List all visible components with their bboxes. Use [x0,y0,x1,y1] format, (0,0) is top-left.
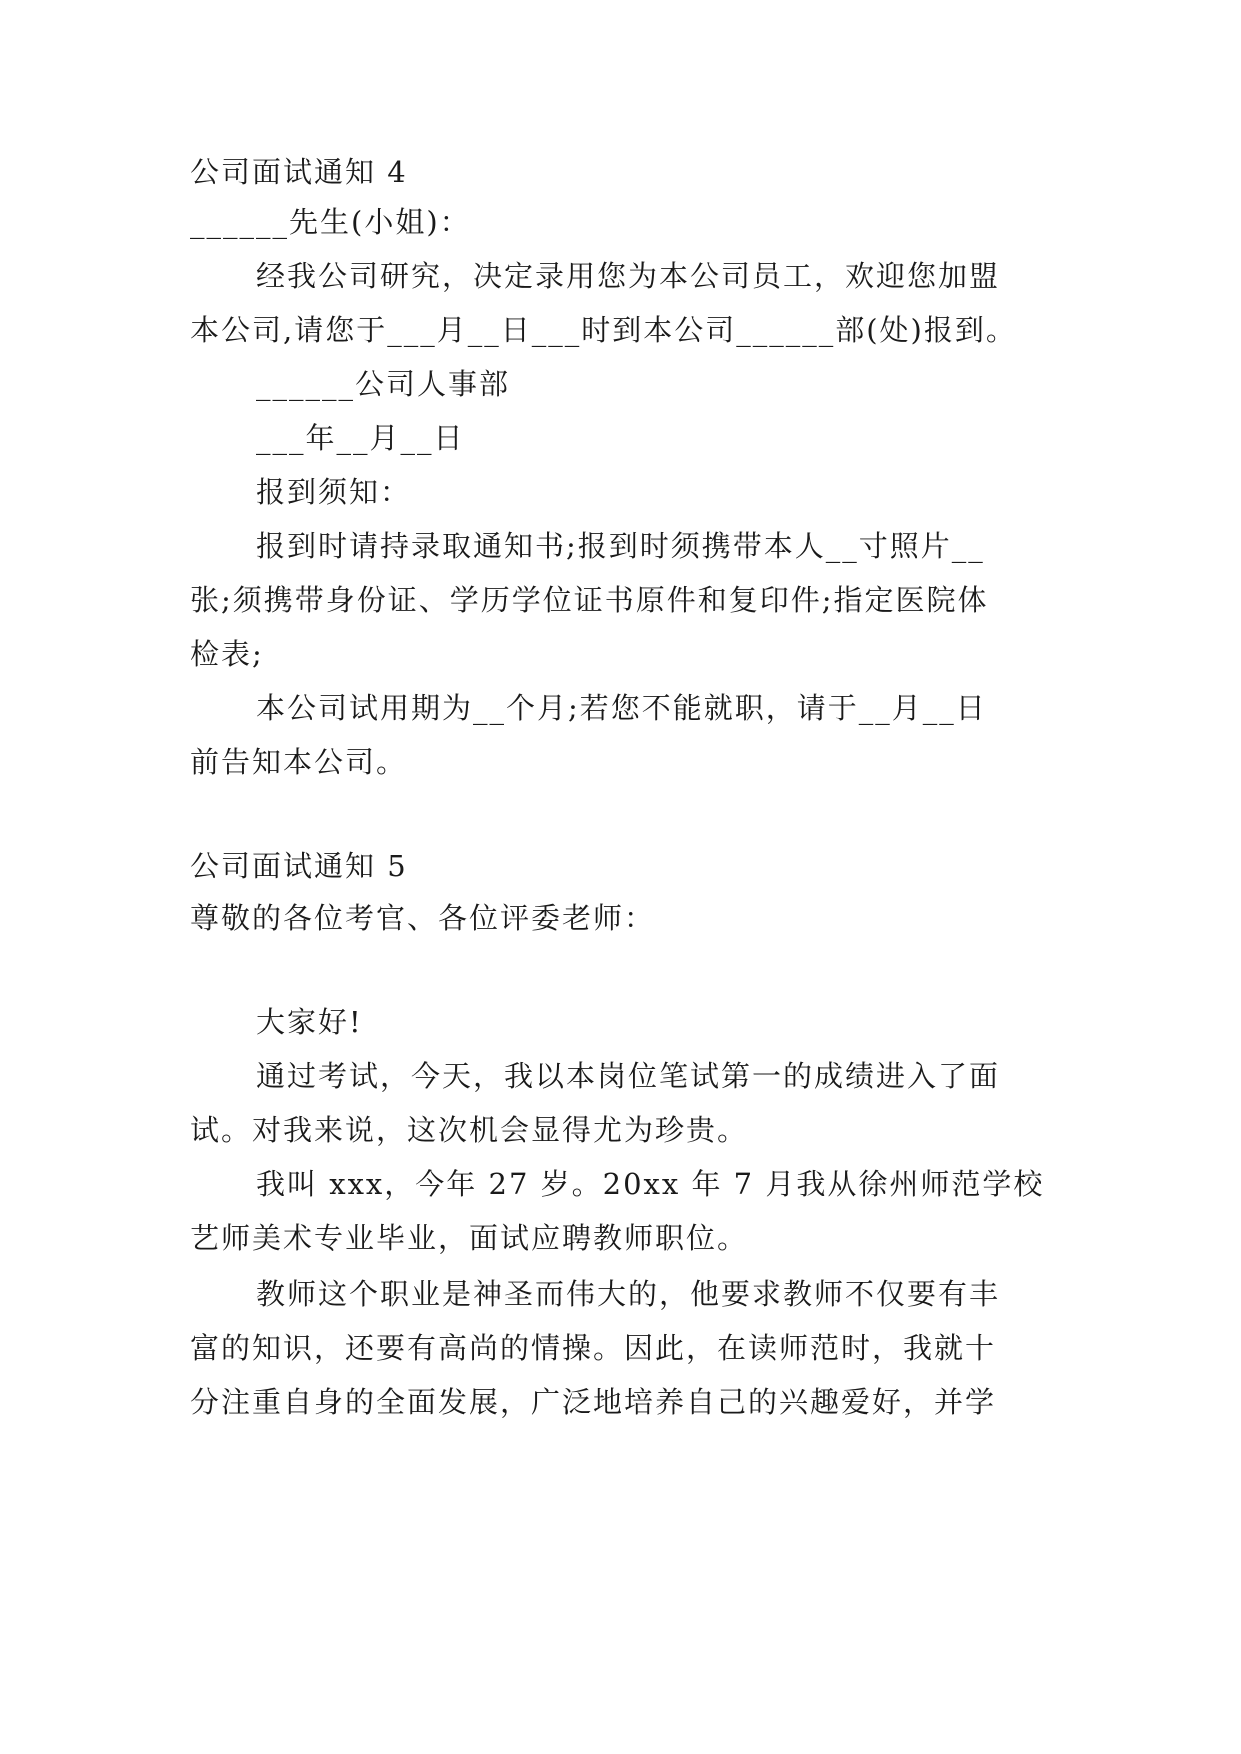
section5-p2-line2: 艺师美术专业毕业，面试应聘教师职位。 [190,1221,749,1255]
section5-p1-line2: 试。对我来说，这次机会显得尤为珍贵。 [190,1113,749,1147]
section4-date: ___年__月__日 [256,421,465,455]
section4-signature: ______公司人事部 [256,367,511,401]
section5-p3-line3: 分注重自身的全面发展，广泛地培养自己的兴趣爱好，并学 [190,1385,997,1419]
section4-salutation: ______先生(小姐)： [190,205,471,239]
section5-p1-line1: 通过考试，今天，我以本岗位笔试第一的成绩进入了面 [256,1059,1001,1093]
section5-title: 公司面试通知 5 [190,849,408,883]
section4-notice-heading: 报到须知： [256,475,412,509]
section5-greeting: 大家好! [256,1005,363,1039]
section4-body-line1: 经我公司研究，决定录用您为本公司员工，欢迎您加盟 [256,259,1001,293]
section5-p3-line2: 富的知识，还要有高尚的情操。因此，在读师范时，我就十 [190,1331,997,1365]
section5-salutation: 尊敬的各位考官、各位评委老师： [190,901,656,935]
section4-title: 公司面试通知 4 [190,155,408,189]
section4-notice2-line2: 前告知本公司。 [190,745,408,779]
section4-notice1-line3: 检表; [190,637,264,671]
section4-notice1-line2: 张;须携带身份证、学历学位证书原件和复印件;指定医院体 [190,583,989,617]
section4-notice2-line1: 本公司试用期为__个月;若您不能就职，请于__月__日 [256,691,987,725]
section5-p2-line1: 我叫 xxx，今年 27 岁。20xx 年 7 月我从徐州师范学校 [256,1167,1045,1201]
section5-p3-line1: 教师这个职业是神圣而伟大的，他要求教师不仅要有丰 [256,1277,1001,1311]
section4-notice1-line1: 报到时请持录取通知书;报到时须携带本人__寸照片__ [256,529,985,563]
section4-body-line2: 本公司,请您于___月__日___时到本公司______部(处)报到。 [190,313,1017,347]
